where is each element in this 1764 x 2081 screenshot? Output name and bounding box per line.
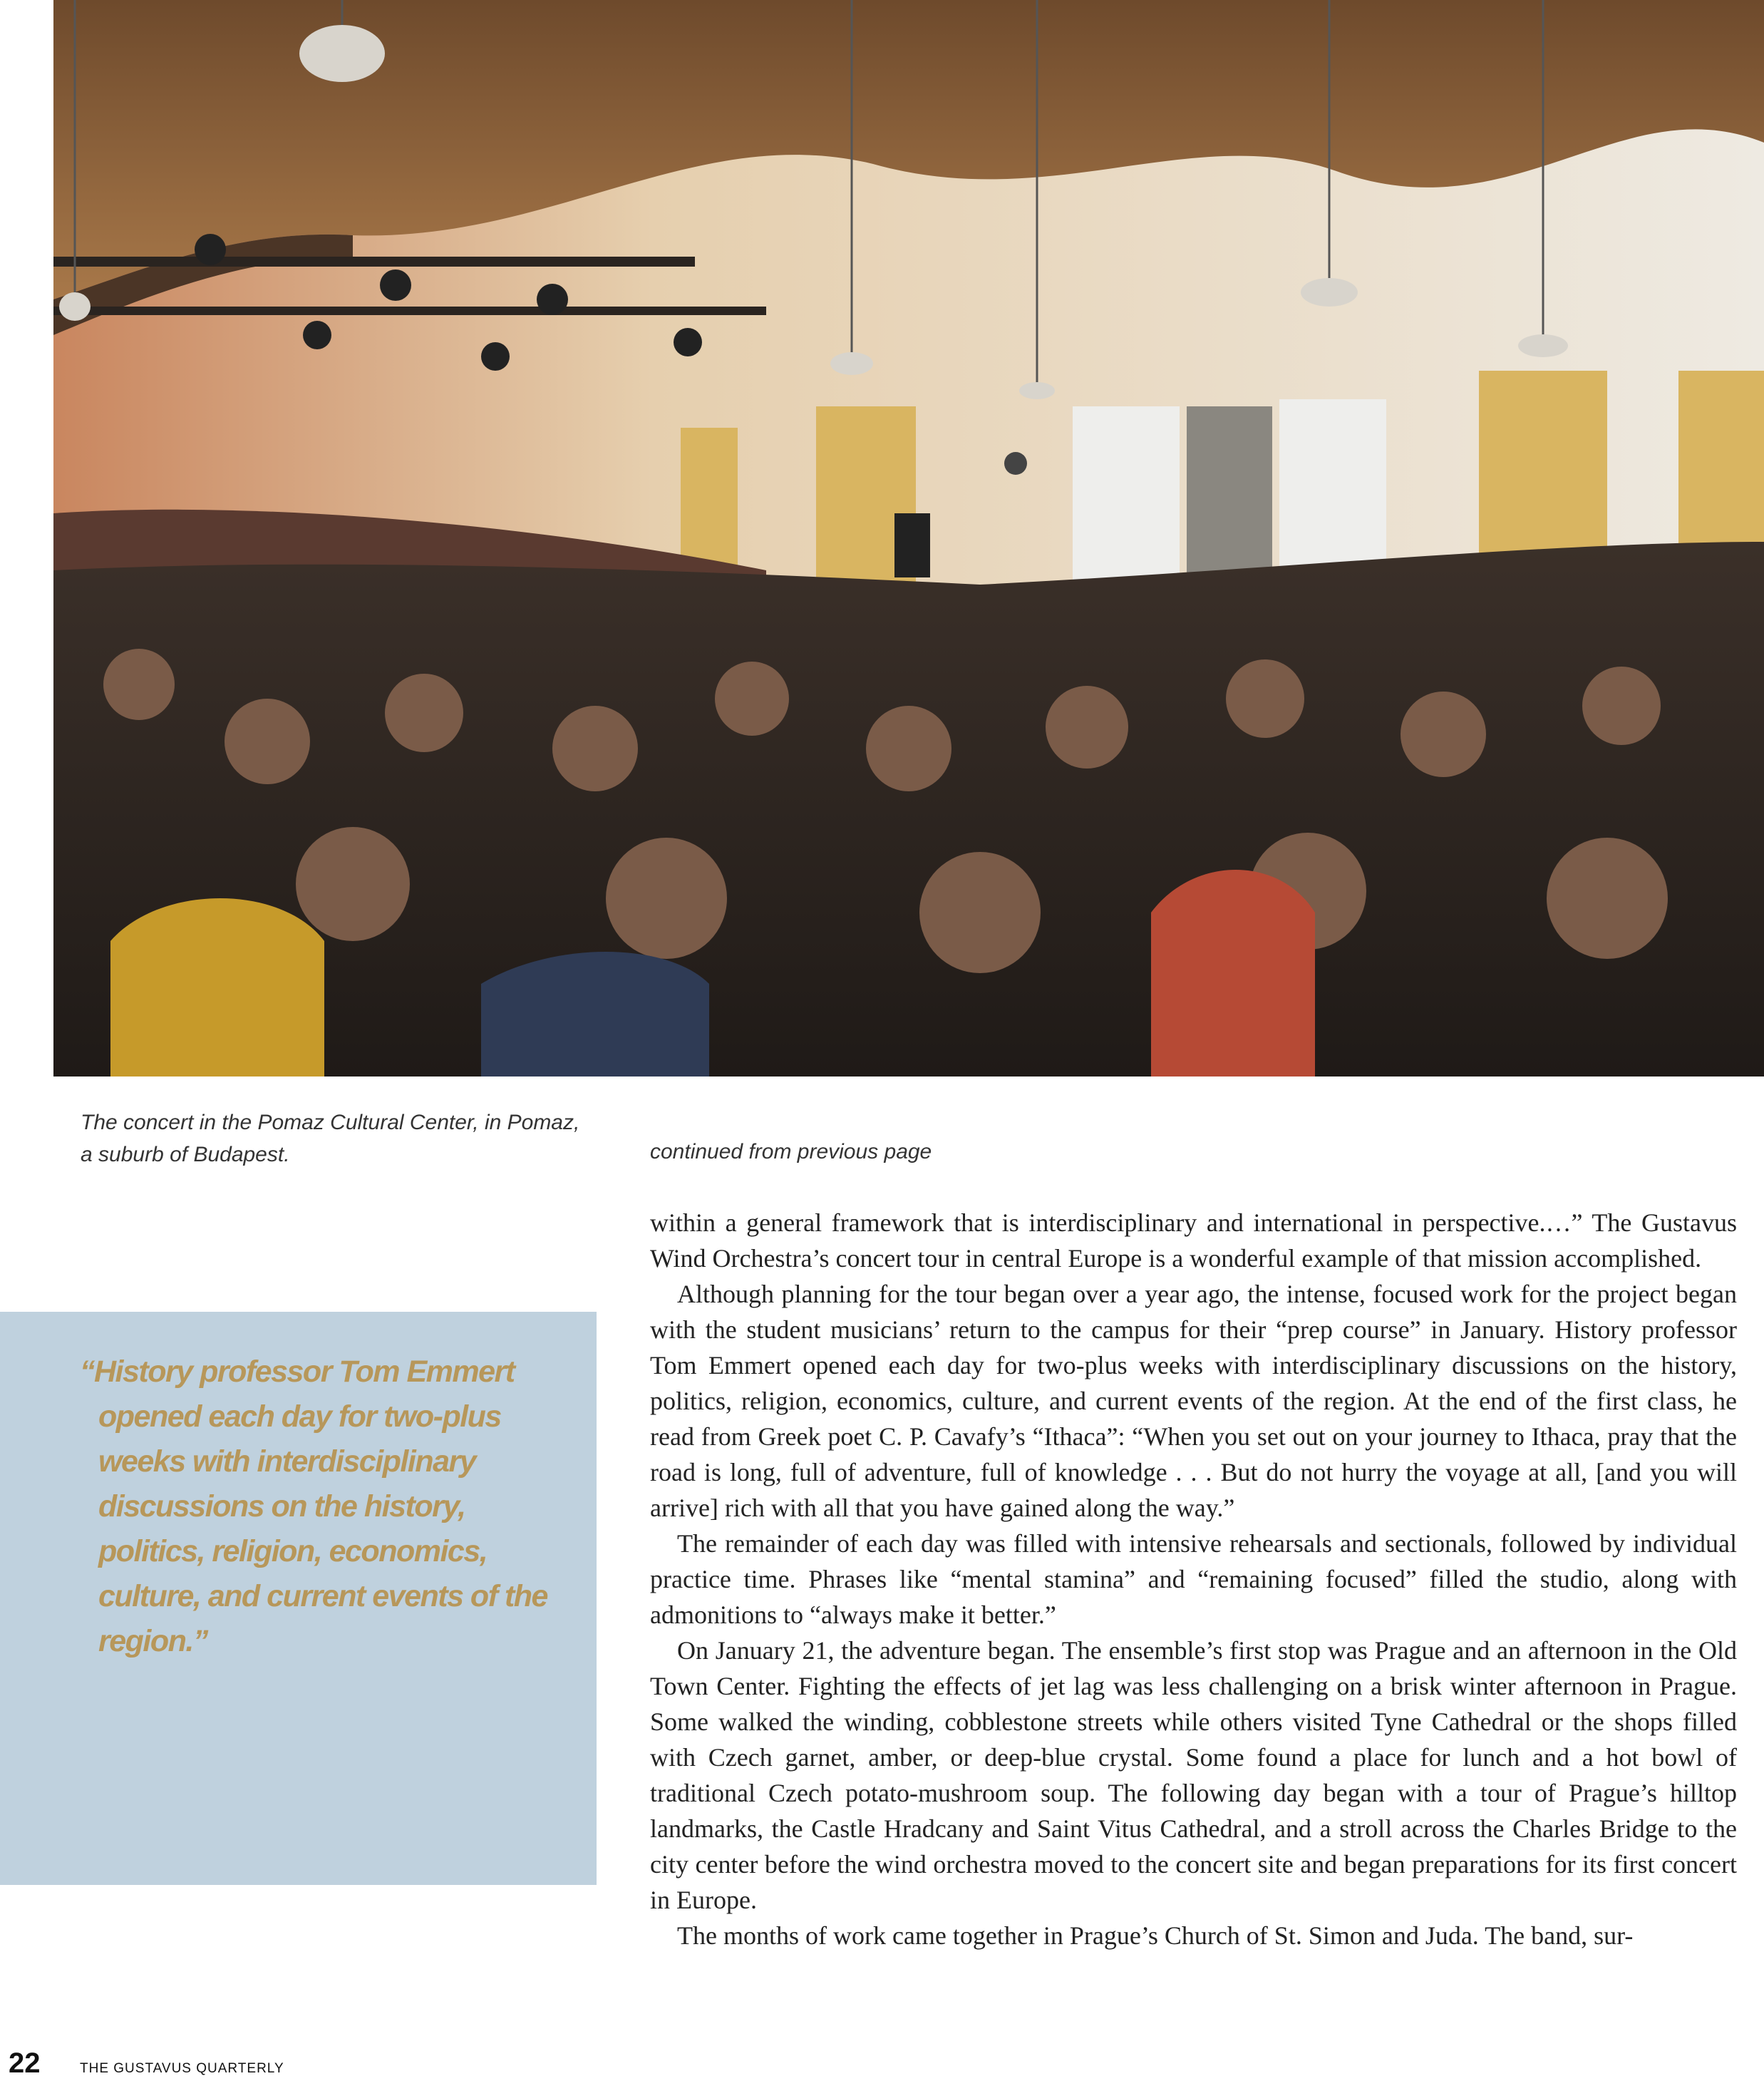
pull-quote: “History professor Tom Emmert opened each day for two-plus weeks with interdisciplinary discussions on the history, politics, religion, economics, culture, and current events of the region.”	[80, 1355, 547, 1658]
article-paragraph: Although planning for the tour began over a year ago, the intense, focused work for the project began with the student musicians’ return to the campus for their “prep course” in January. History professor Tom Emmert opened each day for two-plus weeks with interdisciplinary discussions on the history, politics, religion, economics, culture, and current events of the region. At the end of the first class, he read from Greek poet C. P. Cavafy’s “Ithaca”: “When you set out on your journey to Ithaca, pray that the road is long, full of adventure, full of knowledge . . . But do not hurry the voyage at all, [and you will arrive] rich with all that you have gained along the way.”	[650, 1280, 1737, 1522]
photo-caption: The concert in the Pomaz Cultural Center, in Pomaz, a suburb of Budapest.	[81, 1111, 580, 1166]
continued-note: continued from previous page	[650, 1140, 932, 1163]
article-body	[650, 1205, 1737, 1953]
publication-title: THE GUSTAVUS QUARTERLY	[80, 2061, 284, 2076]
concert-hall-illustration	[53, 0, 1764, 1077]
article-paragraph: within a general framework that is interdisciplinary and international in perspective.…” The Gustavus Wind Orchestra’s concert tour in central Europe is a wonderful example of that mission accomplished.	[650, 1208, 1737, 1273]
article-paragraph: The months of work came together in Prague’s Church of St. Simon and Juda. The band, sur-	[677, 1921, 1634, 1950]
page-number: 22	[9, 2047, 41, 2079]
article-paragraph: The remainder of each day was filled with intensive rehearsals and sectionals, followed by individual practice time. Phrases like “mental stamina” and “remaining focused” filled the studio, along with admonitions to “always make it better.”	[650, 1529, 1737, 1629]
article-paragraph: On January 21, the adventure began. The ensemble’s first stop was Prague and an afternoon in the Old Town Center. Fighting the effects of jet lag was less challenging on a brisk winter afternoon in Prague. Some walked the winding, cobblestone streets while others visited Tyne Cathedral or the shops filled with Czech garnet, amber, or deep-blue crystal. Some found a place for lunch and a hot bowl of traditional Czech potato-mushroom soup. The following day began with a tour of Prague’s hilltop landmarks, the Castle Hradcany and Saint Vitus Cathedral, and a stroll across the Charles Bridge to the city center before the wind orchestra moved to the concert site and began preparations for its first concert in Europe.	[650, 1636, 1737, 1914]
concert-photo	[53, 0, 1764, 1077]
